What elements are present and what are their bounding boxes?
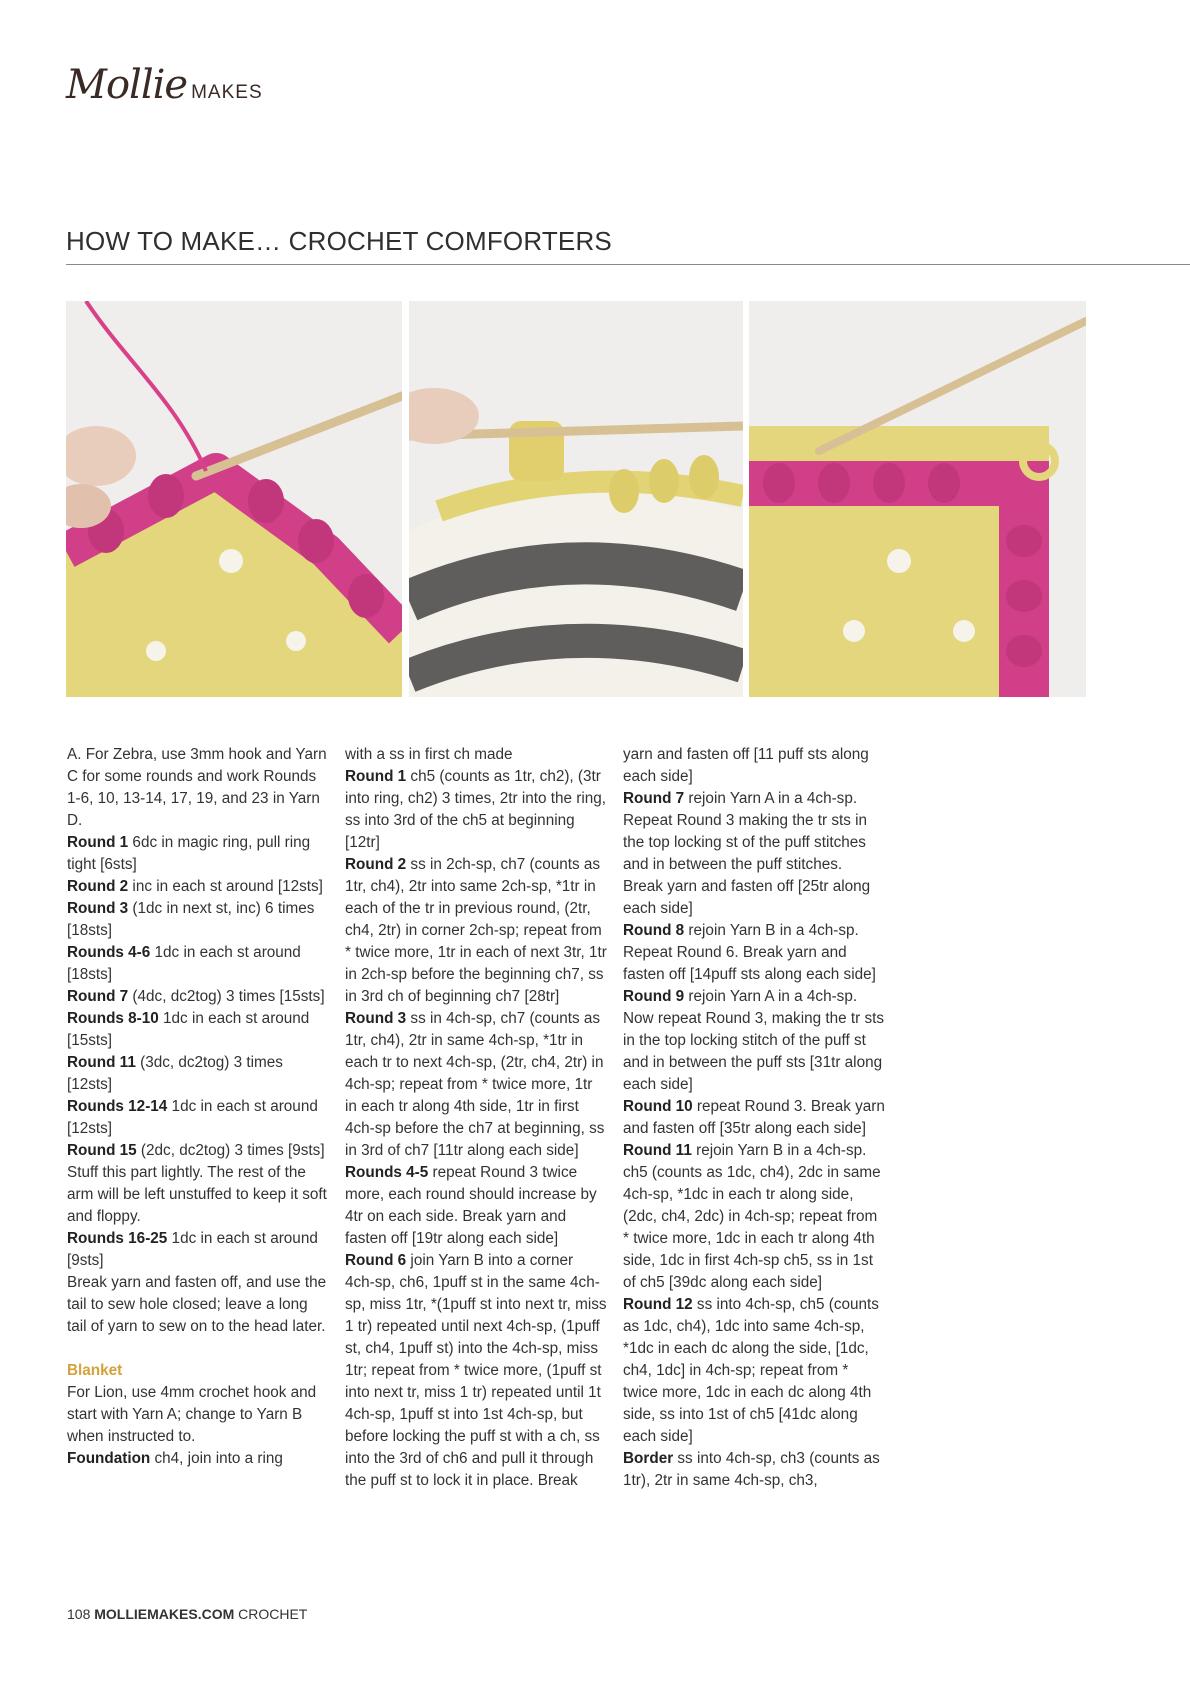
- instruction-paragraph: [623, 986, 885, 1096]
- round-label: Round 8: [623, 922, 685, 939]
- footer-section: CROCHET: [238, 1606, 308, 1622]
- instruction-paragraph: [345, 1008, 607, 1162]
- instruction-paragraph: [67, 1382, 329, 1448]
- instructions-column-1: [67, 744, 329, 1470]
- instruction-paragraph: [345, 766, 607, 854]
- paragraph-spacer: [67, 1338, 329, 1360]
- round-label: Rounds 12-14: [67, 1098, 168, 1115]
- instruction-text: (3dc, dc2tog) 3 times [12sts]: [67, 1054, 283, 1093]
- round-label: Round 7: [67, 988, 129, 1005]
- round-label: Round 11: [623, 1142, 692, 1159]
- instruction-paragraph: [623, 744, 885, 788]
- instruction-paragraph: [345, 1162, 607, 1250]
- round-label: Round 1: [67, 834, 129, 851]
- instruction-text: 1dc in each st around [15sts]: [67, 1010, 310, 1049]
- instruction-text: inc in each st around [12sts]: [128, 878, 323, 895]
- instruction-paragraph: [623, 1294, 885, 1448]
- footer-site: MOLLIEMAKES.COM: [94, 1606, 235, 1622]
- instruction-text: rejoin Yarn A in a 4ch-sp. Repeat Round 3 making the tr sts in the top locking st of the puff stitches and in between the puff stitches. Break yarn and fasten off [25tr along each side]: [623, 790, 871, 917]
- instruction-text: 6dc in magic ring, pull ring tight [6sts]: [67, 834, 311, 873]
- instruction-paragraph: [67, 942, 329, 986]
- round-label: Round 2: [67, 878, 129, 895]
- round-label: Round 7: [623, 790, 685, 807]
- page-footer: [67, 1606, 307, 1622]
- instruction-text: ss in 4ch-sp, ch7 (counts as 1tr, ch4), 2tr in same 4ch-sp, *1tr in each tr to next 4ch-sp, (2tr, ch4, 2tr) in 4ch-sp; repeat from * twice more, 1tr in each tr along 4th side, 1tr in first 4ch-sp before the ch7 at beginning, ss in 3rd of ch7 [11tr along each side]: [345, 1010, 605, 1159]
- instruction-paragraph: [623, 1096, 885, 1140]
- instruction-text: rejoin Yarn B in a 4ch-sp. Repeat Round 6. Break yarn and fasten off [14puff sts along each side]: [623, 922, 876, 983]
- instruction-paragraph: [623, 920, 885, 986]
- instruction-text: yarn and fasten off [11 puff sts along each side]: [623, 746, 869, 785]
- instruction-text: ss into 4ch-sp, ch5 (counts as 1dc, ch4), 1dc into same 4ch-sp, *1dc in each dc along the side, [1dc, ch4, 1dc] in 4ch-sp; repeat from * twice more, 1dc in each dc along 4th side, ss into 1st of ch5 [41dc along each side]: [623, 1296, 879, 1445]
- instruction-paragraph: [67, 1162, 329, 1228]
- round-label: Rounds 4-5: [345, 1164, 429, 1181]
- instruction-text: ss into 4ch-sp, ch3 (counts as 1tr), 2tr in same 4ch-sp, ch3,: [623, 1450, 880, 1489]
- round-label: Round 6: [345, 1252, 407, 1269]
- instruction-paragraph: [623, 788, 885, 920]
- instruction-text: with a ss in first ch made: [345, 746, 513, 763]
- instruction-paragraph: [67, 1228, 329, 1272]
- instruction-text: 1dc in each st around [18sts]: [67, 944, 301, 983]
- instruction-paragraph: [623, 1140, 885, 1294]
- instruction-text: ch5 (counts as 1tr, ch2), (3tr into ring, ch2) 3 times, 2tr into the ring, ss into 3rd of the ch5 at beginning [12tr]: [345, 768, 607, 851]
- instruction-text: (1dc in next st, inc) 6 times [18sts]: [67, 900, 315, 939]
- instruction-paragraph: [67, 1272, 329, 1338]
- instruction-paragraph: [67, 1008, 329, 1052]
- instruction-text: rejoin Yarn A in a 4ch-sp. Now repeat Round 3, making the tr sts in the top locking stitch of the puff st and in between the puff sts [31tr along each side]: [623, 988, 885, 1093]
- instruction-paragraph: [67, 1448, 329, 1470]
- round-label: Round 12: [623, 1296, 693, 1313]
- instruction-paragraph: [67, 1096, 329, 1140]
- instruction-text: repeat Round 3. Break yarn and fasten off [35tr along each side]: [623, 1098, 885, 1137]
- subheading: Blanket: [67, 1362, 123, 1379]
- round-label: Border: [623, 1450, 674, 1467]
- instruction-text: Break yarn and fasten off, and use the tail to sew hole closed; leave a long tail of yarn to sew on to the head later.: [67, 1274, 327, 1335]
- instructions-column-3: [623, 744, 885, 1492]
- instruction-paragraph: [67, 898, 329, 942]
- instruction-text: ch4, join into a ring: [150, 1450, 283, 1467]
- instruction-paragraph: [67, 832, 329, 876]
- instruction-paragraph: [67, 876, 329, 898]
- instruction-paragraph: [67, 1052, 329, 1096]
- instruction-text: repeat Round 3 twice more, each round should increase by 4tr on each side. Break yarn and fasten off [19tr along each side]: [345, 1164, 597, 1247]
- round-label: Round 15: [67, 1142, 137, 1159]
- instruction-paragraph: [345, 854, 607, 1008]
- round-label: Rounds 4-6: [67, 944, 151, 961]
- instruction-paragraph: [67, 986, 329, 1008]
- title-divider: [66, 264, 1190, 265]
- instruction-paragraph: [345, 744, 607, 766]
- instruction-text: join Yarn B into a corner 4ch-sp, ch6, 1puff st in the same 4ch-sp, miss 1tr, *(1puff st into next tr, miss 1 tr) repeated until next 4ch-sp, (1puff st, ch4, 1puff st) into the 4ch-sp, miss 1tr; repeat from * twice more, (1puff st into next tr, miss 1 tr) repeated until 1t 4ch-sp, 1puff st into 1st 4ch-sp, but before locking the puff st with a ch, ss into the 3rd of ch6 and pull it through the puff st to lock it in place. Break: [345, 1252, 607, 1489]
- photo-yellow-pink-border: [749, 301, 1086, 697]
- round-label: Foundation: [67, 1450, 151, 1467]
- photo-pink-puff-stitch: [66, 301, 402, 697]
- round-label: Round 10: [623, 1098, 693, 1115]
- instruction-text: ss in 2ch-sp, ch7 (counts as 1tr, ch4), 2tr into same 2ch-sp, *1tr in each of the tr in previous round, (2tr, ch4, 2tr) in corner 2ch-sp; repeat from * twice more, 1tr in each of next 3tr, 1tr in 2ch-sp before the beginning ch7, ss in 3rd ch of beginning ch7 [28tr]: [345, 856, 607, 1005]
- mollie-makes-logo: [66, 62, 263, 106]
- round-label: Round 9: [623, 988, 685, 1005]
- instruction-text: 1dc in each st around [9sts]: [67, 1230, 318, 1269]
- round-label: Round 1: [345, 768, 407, 785]
- instruction-text: 1dc in each st around [12sts]: [67, 1098, 318, 1137]
- round-label: Rounds 8-10: [67, 1010, 159, 1027]
- round-label: Round 3: [67, 900, 129, 917]
- instruction-text: rejoin Yarn B in a 4ch-sp. ch5 (counts as 1dc, ch4), 2dc in same 4ch-sp, *1dc in each tr along side, (2dc, ch4, 2dc) in 4ch-sp; repeat from * twice more, 1dc in each tr along 4th side, 1dc in first 4ch-sp ch5, ss in 1st of ch5 [39dc along each side]: [623, 1142, 881, 1291]
- round-label: Rounds 16-25: [67, 1230, 168, 1247]
- round-label: Round 3: [345, 1010, 407, 1027]
- instruction-paragraph: [345, 1250, 607, 1492]
- logo-makes-text: MAKES: [191, 82, 263, 103]
- instruction-paragraph: [67, 744, 329, 832]
- page-title: HOW TO MAKE… CROCHET COMFORTERS: [66, 226, 612, 256]
- instruction-text: For Lion, use 4mm crochet hook and start with Yarn A; change to Yarn B when instructed to.: [67, 1384, 317, 1445]
- instruction-paragraph: [623, 1448, 885, 1492]
- round-label: Round 2: [345, 856, 407, 873]
- instruction-text: A. For Zebra, use 3mm hook and Yarn C for some rounds and work Rounds 1-6, 10, 13-14, 17, 19, and 23 in Yarn D.: [67, 746, 327, 829]
- instructions-column-2: [345, 744, 607, 1492]
- photo-yellow-puff-stitch: [409, 301, 743, 697]
- instruction-text: Stuff this part lightly. The rest of the arm will be left unstuffed to keep it soft and floppy.: [67, 1164, 327, 1225]
- instruction-text: (4dc, dc2tog) 3 times [15sts]: [128, 988, 325, 1005]
- instruction-paragraph: [67, 1140, 329, 1162]
- round-label: Round 11: [67, 1054, 136, 1071]
- instruction-text: (2dc, dc2tog) 3 times [9sts]: [136, 1142, 325, 1159]
- page-number: 108: [67, 1606, 91, 1622]
- logo-script-text: Mollie: [66, 62, 188, 108]
